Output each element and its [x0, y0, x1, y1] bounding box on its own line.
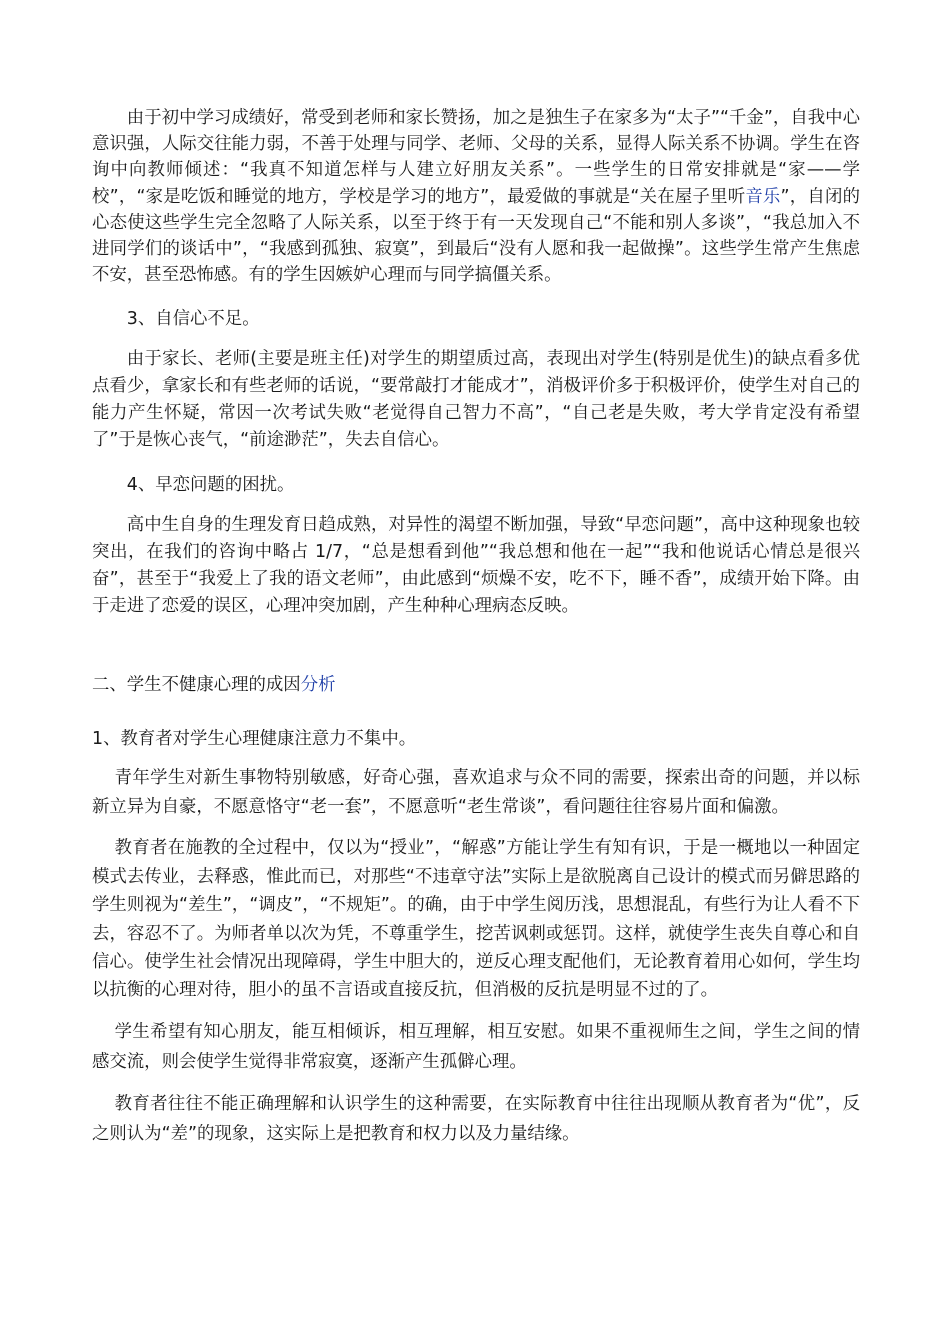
paragraph-educators: 教育者在施教的全过程中，仅以为“授业”，“解惑”方能让学生有知有识，于是一概地以一种固定模式去传业，去释惑，惟此而已，对那些“不违章守法”实际上是欲脱离自己设计的模式而另僻思路的学生则视为“差生”，“调皮”，“不规矩”。的确，由于中学生阅历浅，思想混乱，有些行为让人看不下去，容忍不了。为师者单以次为凭，不尊重学生，挖苦讽刺或惩罚。这样，就使学生丧失自尊心和自信心。使学生社会情况出现障碍，学生中胆大的，逆反心理支配他们，无论教育着用心如何，学生均以抗衡的心理对待，胆小的虽不言语或直接反抗，但消极的反抗是明显不过的了。	[92, 838, 860, 1001]
section-heading-text: 二、学生不健康心理的成因	[92, 675, 301, 696]
section-heading-causes	[92, 672, 860, 698]
paragraph-understanding: 教育者往往不能正确理解和认识学生的这种需要，在实际教育中往往出现顺从教育者为“优”，反之则认为“差”的现象，这实际上是把教育和权力以及力量结缘。	[92, 1093, 860, 1144]
paragraph-interpersonal	[92, 105, 860, 288]
subheading-attention: 1、教育者对学生心理健康注意力不集中。	[92, 729, 417, 750]
paragraph-friends: 学生希望有知心朋友，能互相倾诉，相互理解，相互安慰。如果不重视师生之间，学生之间的情感交流，则会使学生觉得非常寂寞，逐渐产生孤僻心理。	[92, 1021, 860, 1072]
heading-early-love: 4、早恋问题的困扰。	[126, 475, 295, 496]
document-page	[92, 105, 860, 1149]
paragraph-confidence: 由于家长、老师(主要是班主任)对学生的期望质过高，表现出对学生(特别是优生)的缺点看多优点看少，拿家长和有些老师的话说，“要常敲打才能成才”，消极评价多于积极评价，使学生对自己的能力产生怀疑，常因一次考试失败“老觉得自己智力不高”，“自己老是失败，考大学肯定没有希望了”于是恢心丧气，“前途渺茫”，失去自信心。	[92, 349, 860, 451]
analysis-link[interactable]: 分析	[300, 675, 336, 696]
paragraph-sensitivity: 青年学生对新生事物特别敏感，好奇心强，喜欢追求与众不同的需要，探索出奇的问题，并以标新立异为自豪，不愿意恪守“老一套”，不愿意听“老生常谈”，看问题往往容易片面和偏激。	[92, 768, 860, 818]
music-link[interactable]: 音乐	[745, 186, 781, 207]
paragraph-early-love: 高中生自身的生理发育日趋成熟，对异性的渴望不断加强，导致“早恋问题”，高中这种现象也较突出，在我们的咨询中略占 1/7，“总是想看到他”“我总想和他在一起”“我和他说话心情总是很兴奋”，甚至于“我爱上了我的语文老师”，由此感到“烦燥不安，吃不下，睡不香”，成绩开始下降。由于走进了恋爱的误区，心理冲突加剧，产生种种心理病态反映。	[92, 515, 860, 617]
paragraph-text: ”，自闭的心态使这些学生完全忽略了人际关系，以至于终于有一天发现自己“不能和别人多谈”，“我总加入不进同学们的谈话中”，“我感到孤独、寂寞”，到最后“没有人愿和我一起做操”。这些学生常产生焦虑不安，甚至恐怖感。有的学生因嫉妒心理而与同学搞僵关系。	[92, 186, 860, 286]
heading-confidence: 3、自信心不足。	[126, 309, 260, 330]
paragraph-text: 由于初中学习成绩好，常受到老师和家长赞扬，加之是独生子在家多为“太子”“千金”，自我中心意识强，人际交往能力弱，不善于处理与同学、老师、父母的关系，显得人际关系不协调。学生在咨询中向教师倾述：“我真不知道怎样与人建立好朋友关系”。一些学生的日常安排就是“家——学校”，“家是吃饭和睡觉的地方，学校是学习的地方”，最爱做的事就是“关在屋子里听	[92, 108, 860, 207]
